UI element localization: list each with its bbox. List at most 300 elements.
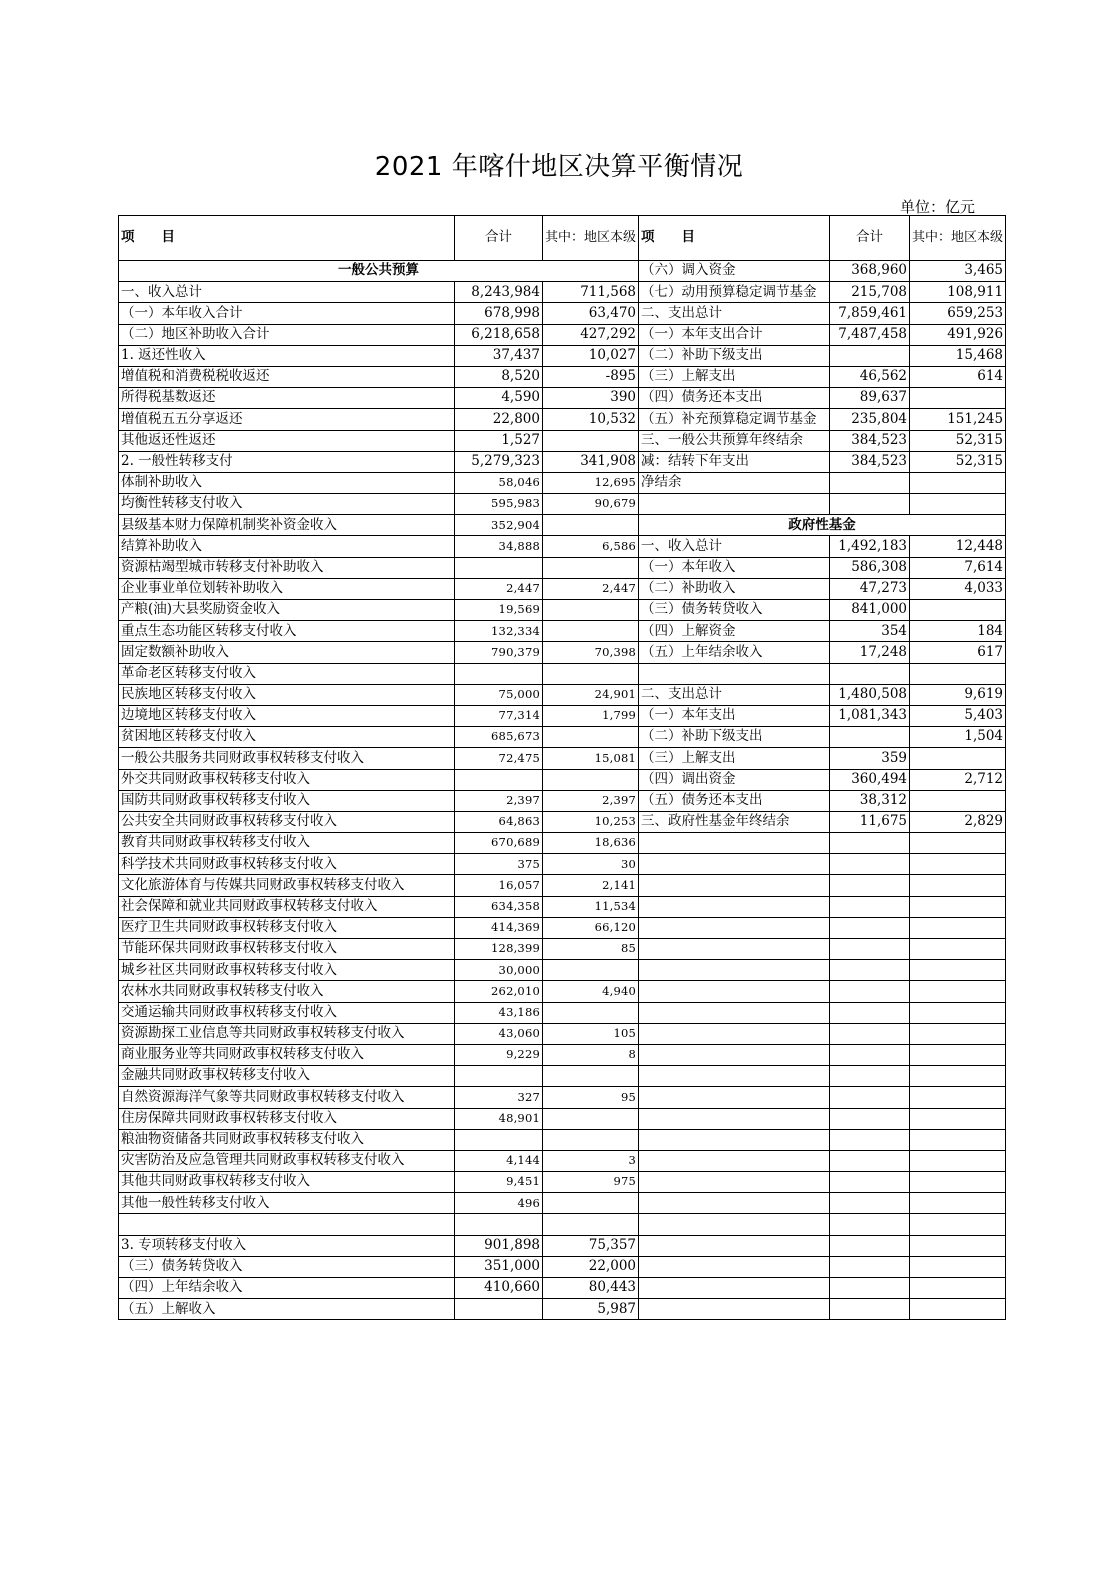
- table-row: [119, 324, 1006, 345]
- left-item-label: 社会保障和就业共同财政事权转移支付收入: [119, 896, 455, 917]
- right-empty-cell: [910, 833, 1006, 854]
- right-local-cell: 52,315: [910, 451, 1006, 472]
- left-local-cell: 8: [543, 1044, 639, 1065]
- header-total-right: 合计: [830, 216, 910, 261]
- right-empty-cell: [910, 494, 1006, 515]
- right-empty-cell: [639, 1278, 830, 1299]
- right-empty-cell: [639, 1235, 830, 1256]
- table-row: [119, 727, 1006, 748]
- left-item-label: 金融共同财政事权转移支付收入: [119, 1066, 455, 1087]
- left-total-cell: 9,451: [455, 1172, 543, 1193]
- header-of-which-right: 其中：地区本级: [910, 216, 1006, 261]
- left-item-label: 城乡社区共同财政事权转移支付收入: [119, 960, 455, 981]
- right-total-cell: 46,562: [830, 366, 910, 387]
- right-total-cell: 1,081,343: [830, 705, 910, 726]
- left-local-cell: [543, 663, 639, 684]
- right-local-cell: 3,465: [910, 261, 1006, 282]
- left-local-cell: [543, 1129, 639, 1150]
- left-item-label: 3. 专项转移支付收入: [119, 1235, 455, 1256]
- right-empty-cell: [830, 1044, 910, 1065]
- right-local-cell: 108,911: [910, 282, 1006, 303]
- table-row: [119, 472, 1006, 493]
- table-row: [119, 515, 1006, 536]
- left-item-label: 一、收入总计: [119, 282, 455, 303]
- left-total-cell: 22,800: [455, 409, 543, 430]
- left-item-label: 民族地区转移支付收入: [119, 684, 455, 705]
- right-total-cell: 384,523: [830, 451, 910, 472]
- right-empty-cell: [639, 1129, 830, 1150]
- left-local-cell: 63,470: [543, 303, 639, 324]
- right-empty-cell: [910, 1129, 1006, 1150]
- right-total-cell: 1,492,183: [830, 536, 910, 557]
- right-local-cell: 15,468: [910, 345, 1006, 366]
- table-row: [119, 896, 1006, 917]
- left-local-cell: 22,000: [543, 1256, 639, 1277]
- table-row: [119, 1299, 1006, 1320]
- right-item-label: （五）上年结余收入: [639, 642, 830, 663]
- left-local-cell: -895: [543, 366, 639, 387]
- right-total-cell: 359: [830, 748, 910, 769]
- left-item-label: 增值税和消费税税收返还: [119, 366, 455, 387]
- table-row: [119, 388, 1006, 409]
- right-item-label: 二、支出总计: [639, 684, 830, 705]
- table-row: [119, 705, 1006, 726]
- right-empty-cell: [830, 854, 910, 875]
- page-title: 2021 年喀什地区决算平衡情况: [374, 152, 744, 182]
- right-local-cell: 491,926: [910, 324, 1006, 345]
- right-item-label: （一）本年收入: [639, 557, 830, 578]
- right-local-cell: 614: [910, 366, 1006, 387]
- table-row: [119, 960, 1006, 981]
- right-item-label: 减：结转下年支出: [639, 451, 830, 472]
- right-total-cell: [830, 345, 910, 366]
- right-local-cell: [910, 663, 1006, 684]
- right-total-cell: [830, 663, 910, 684]
- right-empty-cell: [639, 1150, 830, 1171]
- left-total-cell: 685,673: [455, 727, 543, 748]
- left-local-cell: 10,532: [543, 409, 639, 430]
- table-row: [119, 1172, 1006, 1193]
- right-item-label: （三）上解支出: [639, 366, 830, 387]
- table-row: [119, 748, 1006, 769]
- left-item-label: 县级基本财力保障机制奖补资金收入: [119, 515, 455, 536]
- left-item-label: 产粮(油)大县奖励资金收入: [119, 600, 455, 621]
- left-local-cell: 341,908: [543, 451, 639, 472]
- right-empty-cell: [830, 1235, 910, 1256]
- left-local-cell: [543, 1108, 639, 1129]
- header-item-right: 项 目: [639, 216, 830, 261]
- table-row: [119, 1129, 1006, 1150]
- right-empty-cell: [910, 960, 1006, 981]
- left-local-cell: 95: [543, 1087, 639, 1108]
- left-item-label: （二）地区补助收入合计: [119, 324, 455, 345]
- table-row: [119, 684, 1006, 705]
- left-total-cell: 352,904: [455, 515, 543, 536]
- header-total-left: 合计: [455, 216, 543, 261]
- left-total-cell: 8,243,984: [455, 282, 543, 303]
- left-local-cell: 711,568: [543, 282, 639, 303]
- left-local-cell: 390: [543, 388, 639, 409]
- left-item-label: 其他共同财政事权转移支付收入: [119, 1172, 455, 1193]
- right-empty-cell: [639, 1193, 830, 1214]
- left-total-cell: 16,057: [455, 875, 543, 896]
- left-item-label: 教育共同财政事权转移支付收入: [119, 833, 455, 854]
- left-item-label: 资源枯竭型城市转移支付补助收入: [119, 557, 455, 578]
- right-item-label: （二）补助收入: [639, 578, 830, 599]
- left-total-cell: 30,000: [455, 960, 543, 981]
- left-local-cell: 90,679: [543, 494, 639, 515]
- right-item-label: [639, 663, 830, 684]
- right-total-cell: 384,523: [830, 430, 910, 451]
- table-row: [119, 345, 1006, 366]
- right-local-cell: 2,712: [910, 769, 1006, 790]
- left-item-label: 结算补助收入: [119, 536, 455, 557]
- header-item-left: 项 目: [119, 216, 455, 261]
- right-local-cell: [910, 748, 1006, 769]
- left-local-cell: 975: [543, 1172, 639, 1193]
- left-total-cell: 58,046: [455, 472, 543, 493]
- left-item-label: 公共安全共同财政事权转移支付收入: [119, 811, 455, 832]
- left-local-cell: 80,443: [543, 1278, 639, 1299]
- left-item-label: 粮油物资储备共同财政事权转移支付收入: [119, 1129, 455, 1150]
- left-local-cell: 30: [543, 854, 639, 875]
- right-empty-cell: [910, 1108, 1006, 1129]
- right-total-cell: 215,708: [830, 282, 910, 303]
- left-total-cell: 2,397: [455, 790, 543, 811]
- right-empty-cell: [830, 1256, 910, 1277]
- table-row: [119, 939, 1006, 960]
- right-empty-cell: [639, 1214, 830, 1235]
- right-empty-cell: [639, 1108, 830, 1129]
- right-empty-cell: [639, 1256, 830, 1277]
- right-total-cell: 360,494: [830, 769, 910, 790]
- left-total-cell: 5,279,323: [455, 451, 543, 472]
- table-row: [119, 833, 1006, 854]
- right-empty-cell: [830, 875, 910, 896]
- left-local-cell: 85: [543, 939, 639, 960]
- left-total-cell: 6,218,658: [455, 324, 543, 345]
- left-total-cell: 678,998: [455, 303, 543, 324]
- left-total-cell: [455, 769, 543, 790]
- left-total-cell: 327: [455, 1087, 543, 1108]
- right-empty-cell: [639, 1023, 830, 1044]
- left-total-cell: 790,379: [455, 642, 543, 663]
- right-item-label: （四）债务还本支出: [639, 388, 830, 409]
- right-empty-cell: [830, 833, 910, 854]
- right-empty-cell: [830, 917, 910, 938]
- right-empty-cell: [910, 875, 1006, 896]
- right-total-cell: [830, 472, 910, 493]
- right-local-cell: 7,614: [910, 557, 1006, 578]
- right-item-label: （三）债务转贷收入: [639, 600, 830, 621]
- left-item-label: [119, 1214, 455, 1235]
- left-local-cell: 12,695: [543, 472, 639, 493]
- right-item-label: （五）债务还本支出: [639, 790, 830, 811]
- left-total-cell: 2,447: [455, 578, 543, 599]
- table-row: [119, 1214, 1006, 1235]
- left-item-label: 外交共同财政事权转移支付收入: [119, 769, 455, 790]
- right-item-label: （四）上解资金: [639, 621, 830, 642]
- left-total-cell: 634,358: [455, 896, 543, 917]
- left-local-cell: [543, 515, 639, 536]
- left-local-cell: 105: [543, 1023, 639, 1044]
- table-row: [119, 769, 1006, 790]
- right-empty-cell: [910, 1235, 1006, 1256]
- right-empty-cell: [639, 917, 830, 938]
- left-total-cell: 262,010: [455, 981, 543, 1002]
- right-empty-cell: [639, 494, 830, 515]
- left-total-cell: 128,399: [455, 939, 543, 960]
- right-empty-cell: [830, 960, 910, 981]
- left-local-cell: 2,447: [543, 578, 639, 599]
- right-empty-cell: [830, 1193, 910, 1214]
- table-row: [119, 366, 1006, 387]
- left-total-cell: 8,520: [455, 366, 543, 387]
- left-local-cell: [543, 769, 639, 790]
- right-empty-cell: [910, 1066, 1006, 1087]
- right-empty-cell: [639, 854, 830, 875]
- table-row: [119, 642, 1006, 663]
- right-total-cell: 7,859,461: [830, 303, 910, 324]
- right-local-cell: 5,403: [910, 705, 1006, 726]
- left-total-cell: [455, 663, 543, 684]
- right-empty-cell: [830, 981, 910, 1002]
- right-total-cell: 235,804: [830, 409, 910, 430]
- left-local-cell: [543, 1193, 639, 1214]
- right-empty-cell: [830, 1002, 910, 1023]
- right-empty-cell: [830, 1214, 910, 1235]
- left-total-cell: 901,898: [455, 1235, 543, 1256]
- right-empty-cell: [639, 1087, 830, 1108]
- right-empty-cell: [830, 1299, 910, 1320]
- right-item-label: （一）本年支出: [639, 705, 830, 726]
- right-local-cell: 1,504: [910, 727, 1006, 748]
- left-total-cell: 43,186: [455, 1002, 543, 1023]
- table-row: [119, 1002, 1006, 1023]
- left-total-cell: [455, 557, 543, 578]
- left-local-cell: [543, 960, 639, 981]
- left-local-cell: [543, 600, 639, 621]
- left-local-cell: [543, 557, 639, 578]
- right-empty-cell: [639, 1299, 830, 1320]
- table-row: [119, 854, 1006, 875]
- table-row: [119, 1235, 1006, 1256]
- table-row: [119, 430, 1006, 451]
- left-local-cell: [543, 1002, 639, 1023]
- table-row: [119, 494, 1006, 515]
- left-local-cell: 75,357: [543, 1235, 639, 1256]
- left-item-label: （五）上解收入: [119, 1299, 455, 1320]
- right-local-cell: 9,619: [910, 684, 1006, 705]
- right-empty-cell: [910, 1087, 1006, 1108]
- left-total-cell: 1,527: [455, 430, 543, 451]
- left-local-cell: 15,081: [543, 748, 639, 769]
- right-total-cell: 354: [830, 621, 910, 642]
- table-row: [119, 261, 1006, 282]
- left-total-cell: 77,314: [455, 705, 543, 726]
- right-empty-cell: [910, 1299, 1006, 1320]
- right-empty-cell: [910, 1002, 1006, 1023]
- right-empty-cell: [639, 981, 830, 1002]
- right-item-label: 三、政府性基金年终结余: [639, 811, 830, 832]
- left-local-cell: 2,397: [543, 790, 639, 811]
- left-local-cell: 24,901: [543, 684, 639, 705]
- right-empty-cell: [910, 1172, 1006, 1193]
- left-local-cell: 4,940: [543, 981, 639, 1002]
- left-item-label: 所得税基数返还: [119, 388, 455, 409]
- right-local-cell: [910, 600, 1006, 621]
- right-local-cell: 617: [910, 642, 1006, 663]
- left-item-label: （四）上年结余收入: [119, 1278, 455, 1299]
- right-item-label: （二）补助下级支出: [639, 727, 830, 748]
- left-total-cell: 19,569: [455, 600, 543, 621]
- left-total-cell: 595,983: [455, 494, 543, 515]
- right-empty-cell: [830, 1278, 910, 1299]
- left-item-label: 自然资源海洋气象等共同财政事权转移支付收入: [119, 1087, 455, 1108]
- left-local-cell: [543, 727, 639, 748]
- table-row: [119, 1256, 1006, 1277]
- left-total-cell: 75,000: [455, 684, 543, 705]
- right-total-cell: 7,487,458: [830, 324, 910, 345]
- left-item-label: 国防共同财政事权转移支付收入: [119, 790, 455, 811]
- left-item-label: （一）本年收入合计: [119, 303, 455, 324]
- right-item-label: （二）补助下级支出: [639, 345, 830, 366]
- left-item-label: 固定数额补助收入: [119, 642, 455, 663]
- right-total-cell: 47,273: [830, 578, 910, 599]
- left-item-label: 重点生态功能区转移支付收入: [119, 621, 455, 642]
- right-local-cell: [910, 790, 1006, 811]
- left-local-cell: 11,534: [543, 896, 639, 917]
- right-item-label: （四）调出资金: [639, 769, 830, 790]
- right-total-cell: 586,308: [830, 557, 910, 578]
- left-local-cell: 5,987: [543, 1299, 639, 1320]
- right-empty-cell: [910, 1193, 1006, 1214]
- right-item-label: 三、一般公共预算年终结余: [639, 430, 830, 451]
- right-empty-cell: [830, 1066, 910, 1087]
- right-empty-cell: [639, 896, 830, 917]
- right-empty-cell: [910, 1214, 1006, 1235]
- left-item-label: 一般公共服务共同财政事权转移支付收入: [119, 748, 455, 769]
- left-item-label: 均衡性转移支付收入: [119, 494, 455, 515]
- right-empty-cell: [910, 854, 1006, 875]
- left-item-label: 节能环保共同财政事权转移支付收入: [119, 939, 455, 960]
- table-row: [119, 811, 1006, 832]
- left-local-cell: [543, 430, 639, 451]
- table-row: [119, 536, 1006, 557]
- left-item-label: （三）债务转贷收入: [119, 1256, 455, 1277]
- left-local-cell: 70,398: [543, 642, 639, 663]
- left-item-label: 贫困地区转移支付收入: [119, 727, 455, 748]
- left-local-cell: 2,141: [543, 875, 639, 896]
- left-local-cell: [543, 621, 639, 642]
- right-empty-cell: [830, 896, 910, 917]
- table-row: [119, 303, 1006, 324]
- left-item-label: 商业服务业等共同财政事权转移支付收入: [119, 1044, 455, 1065]
- left-total-cell: 37,437: [455, 345, 543, 366]
- table-row: [119, 578, 1006, 599]
- left-local-cell: 66,120: [543, 917, 639, 938]
- left-total-cell: 132,334: [455, 621, 543, 642]
- table-row: [119, 1193, 1006, 1214]
- header-of-which-left: 其中：地区本级: [543, 216, 639, 261]
- right-empty-cell: [910, 1278, 1006, 1299]
- left-total-cell: [455, 1214, 543, 1235]
- table-row: [119, 600, 1006, 621]
- left-item-label: 资源勘探工业信息等共同财政事权转移支付收入: [119, 1023, 455, 1044]
- right-local-cell: [910, 388, 1006, 409]
- left-total-cell: 72,475: [455, 748, 543, 769]
- table-row: [119, 409, 1006, 430]
- right-empty-cell: [830, 494, 910, 515]
- left-item-label: 交通运输共同财政事权转移支付收入: [119, 1002, 455, 1023]
- table-row: [119, 1066, 1006, 1087]
- right-total-cell: [830, 727, 910, 748]
- table-row: [119, 557, 1006, 578]
- left-item-label: 农林水共同财政事权转移支付收入: [119, 981, 455, 1002]
- table-row: [119, 790, 1006, 811]
- left-total-cell: 43,060: [455, 1023, 543, 1044]
- right-empty-cell: [830, 1150, 910, 1171]
- table-row: [119, 1087, 1006, 1108]
- left-total-cell: 670,689: [455, 833, 543, 854]
- right-item-label: 一、收入总计: [639, 536, 830, 557]
- left-total-cell: [455, 1129, 543, 1150]
- table-row: [119, 1044, 1006, 1065]
- right-empty-cell: [639, 1172, 830, 1193]
- left-item-label: 其他返还性返还: [119, 430, 455, 451]
- table-row: [119, 451, 1006, 472]
- left-item-label: 边境地区转移支付收入: [119, 705, 455, 726]
- right-empty-cell: [910, 917, 1006, 938]
- table-row: [119, 1150, 1006, 1171]
- table-row: [119, 1023, 1006, 1044]
- left-total-cell: 414,369: [455, 917, 543, 938]
- right-empty-cell: [639, 1002, 830, 1023]
- table-row: [119, 981, 1006, 1002]
- table-row: [119, 1278, 1006, 1299]
- budget-balance-table: [118, 215, 1006, 1320]
- right-empty-cell: [830, 939, 910, 960]
- header-row: [119, 216, 1006, 261]
- right-empty-cell: [639, 960, 830, 981]
- right-item-label: （七）动用预算稳定调节基金: [639, 282, 830, 303]
- right-local-cell: 184: [910, 621, 1006, 642]
- left-total-cell: 351,000: [455, 1256, 543, 1277]
- table-row: [119, 1108, 1006, 1129]
- right-empty-cell: [639, 939, 830, 960]
- right-empty-cell: [830, 1172, 910, 1193]
- right-empty-cell: [910, 1023, 1006, 1044]
- table-row: [119, 875, 1006, 896]
- left-local-cell: [543, 1066, 639, 1087]
- unit-label: 单位：亿元: [900, 198, 976, 216]
- right-empty-cell: [639, 875, 830, 896]
- left-local-cell: 18,636: [543, 833, 639, 854]
- right-item-label: 二、支出总计: [639, 303, 830, 324]
- right-local-cell: 151,245: [910, 409, 1006, 430]
- left-total-cell: 410,660: [455, 1278, 543, 1299]
- right-empty-cell: [639, 1044, 830, 1065]
- left-item-label: 其他一般性转移支付收入: [119, 1193, 455, 1214]
- right-item-label: （一）本年支出合计: [639, 324, 830, 345]
- left-total-cell: 4,590: [455, 388, 543, 409]
- right-local-cell: 659,253: [910, 303, 1006, 324]
- left-total-cell: 496: [455, 1193, 543, 1214]
- left-item-label: 体制补助收入: [119, 472, 455, 493]
- right-empty-cell: [910, 981, 1006, 1002]
- left-local-cell: [543, 1214, 639, 1235]
- left-item-label: 1. 返还性收入: [119, 345, 455, 366]
